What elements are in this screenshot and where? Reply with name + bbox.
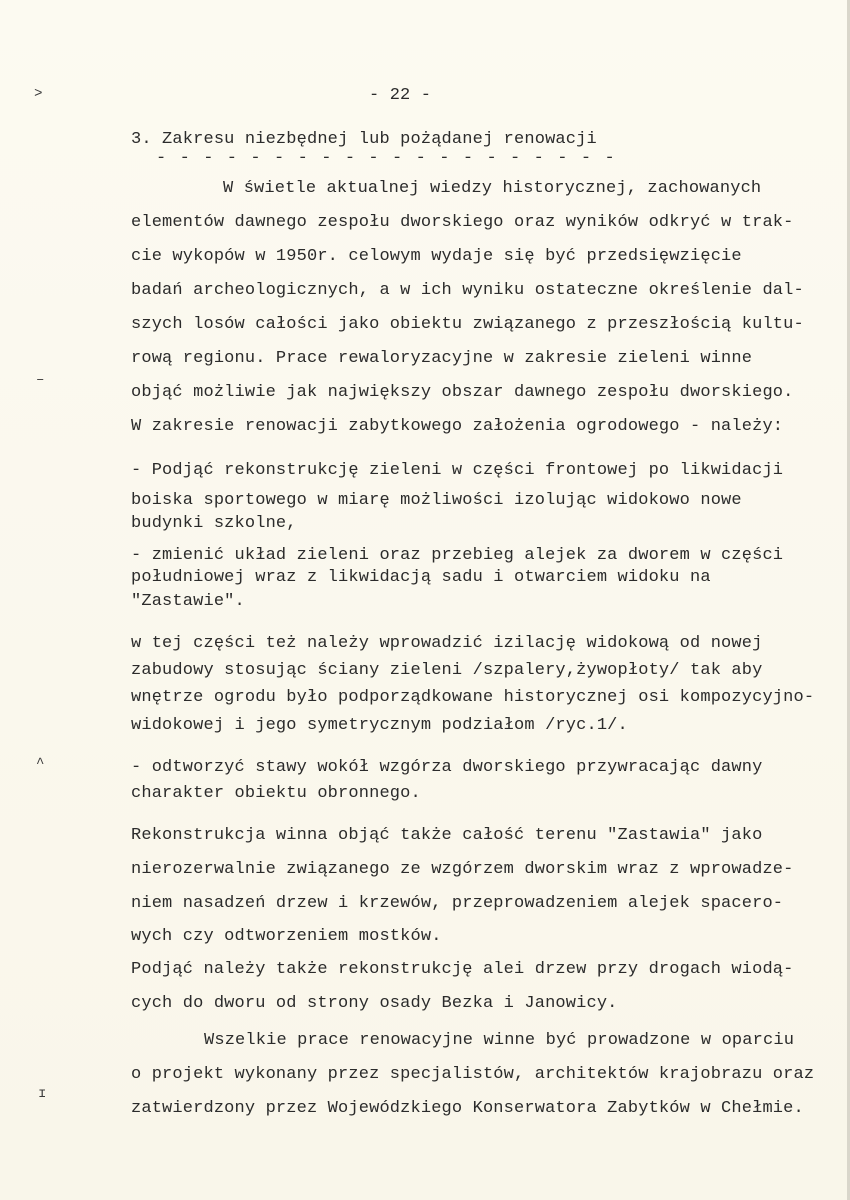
- section-heading: 3. Zakresu niezbędnej lub pożądanej renowacji: [131, 130, 597, 149]
- paragraph-3-line: Rekonstrukcja winna objąć także całość terenu "Zastawia" jako: [131, 826, 763, 845]
- list-item-line: południowej wraz z likwidacją sadu i otwarciem widoku na: [131, 568, 711, 587]
- paragraph-2-line: w tej części też należy wprowadzić izilację widokową od nowej: [131, 634, 763, 653]
- list-item-line: boiska sportowego w miarę możliwości izolując widokowo nowe: [131, 491, 742, 510]
- paragraph-4-line: Wszelkie prace renowacyjne winne być prowadzone w oparciu: [204, 1031, 795, 1050]
- paragraph-4-line: o projekt wykonany przez specjalistów, architektów krajobrazu oraz: [131, 1065, 815, 1084]
- paragraph-3-line: cych do dworu od strony osady Bezka i Janowicy.: [131, 994, 618, 1013]
- paragraph-1-line: szych losów całości jako obiektu związanego z przeszłością kultu-: [131, 315, 804, 334]
- paragraph-1-line: objąć możliwie jak największy obszar dawnego zespołu dworskiego.: [131, 383, 794, 402]
- margin-mark: ^: [36, 756, 45, 772]
- paragraph-2-line: zabudowy stosując ściany zieleni /szpalery,żywopłoty/ tak aby: [131, 661, 763, 680]
- paragraph-1-line: elementów dawnego zespołu dworskiego oraz wyników odkryć w trak-: [131, 213, 794, 232]
- heading-underline: - - - - - - - - - - - - - - - - - - - -: [156, 149, 617, 168]
- paragraph-1-line: badań archeologicznych, a w ich wyniku ostateczne określenie dal-: [131, 281, 804, 300]
- list-item-line: budynki szkolne,: [131, 514, 297, 533]
- paragraph-3-line: niem nasadzeń drzew i krzewów, przeprowadzeniem alejek spacero-: [131, 894, 784, 913]
- margin-mark: ˃: [34, 86, 43, 102]
- paragraph-1-line: rową regionu. Prace rewaloryzacyjne w zakresie zieleni winne: [131, 349, 753, 368]
- paragraph-2-line: widokowej i jego symetrycznym podziałom /ryc.1/.: [131, 716, 628, 735]
- paragraph-3-line: wych czy odtworzeniem mostków.: [131, 927, 442, 946]
- paragraph-3-line: nierozerwalnie związanego ze wzgórzem dworskim wraz z wprowadze-: [131, 860, 794, 879]
- paragraph-1-line: W świetle aktualnej wiedzy historycznej, zachowanych: [223, 179, 762, 198]
- paragraph-3-line: Podjąć należy także rekonstrukcję alei drzew przy drogach wiodą-: [131, 960, 794, 979]
- list-item-line: "Zastawie".: [131, 592, 245, 611]
- list-item-line: - zmienić układ zieleni oraz przebieg alejek za dworem w części: [131, 546, 784, 565]
- margin-mark: ɪ: [38, 1086, 47, 1102]
- margin-mark: –: [36, 372, 45, 388]
- list-item-line: - odtworzyć stawy wokół wzgórza dworskiego przywracając dawny: [131, 758, 763, 777]
- list-item-line: - Podjąć rekonstrukcję zieleni w części frontowej po likwidacji: [131, 461, 784, 480]
- paragraph-1-line: W zakresie renowacji zabytkowego założenia ogrodowego - należy:: [131, 417, 784, 436]
- page-number: - 22 -: [369, 86, 432, 105]
- paragraph-4-line: zatwierdzony przez Wojewódzkiego Konserwatora Zabytków w Chełmie.: [131, 1099, 804, 1118]
- paragraph-1-line: cie wykopów w 1950r. celowym wydaje się być przedsięwzięcie: [131, 247, 742, 266]
- list-item-line: charakter obiektu obronnego.: [131, 784, 421, 803]
- paragraph-2-line: wnętrze ogrodu było podporządkowane historycznej osi kompozycyjno-: [131, 688, 815, 707]
